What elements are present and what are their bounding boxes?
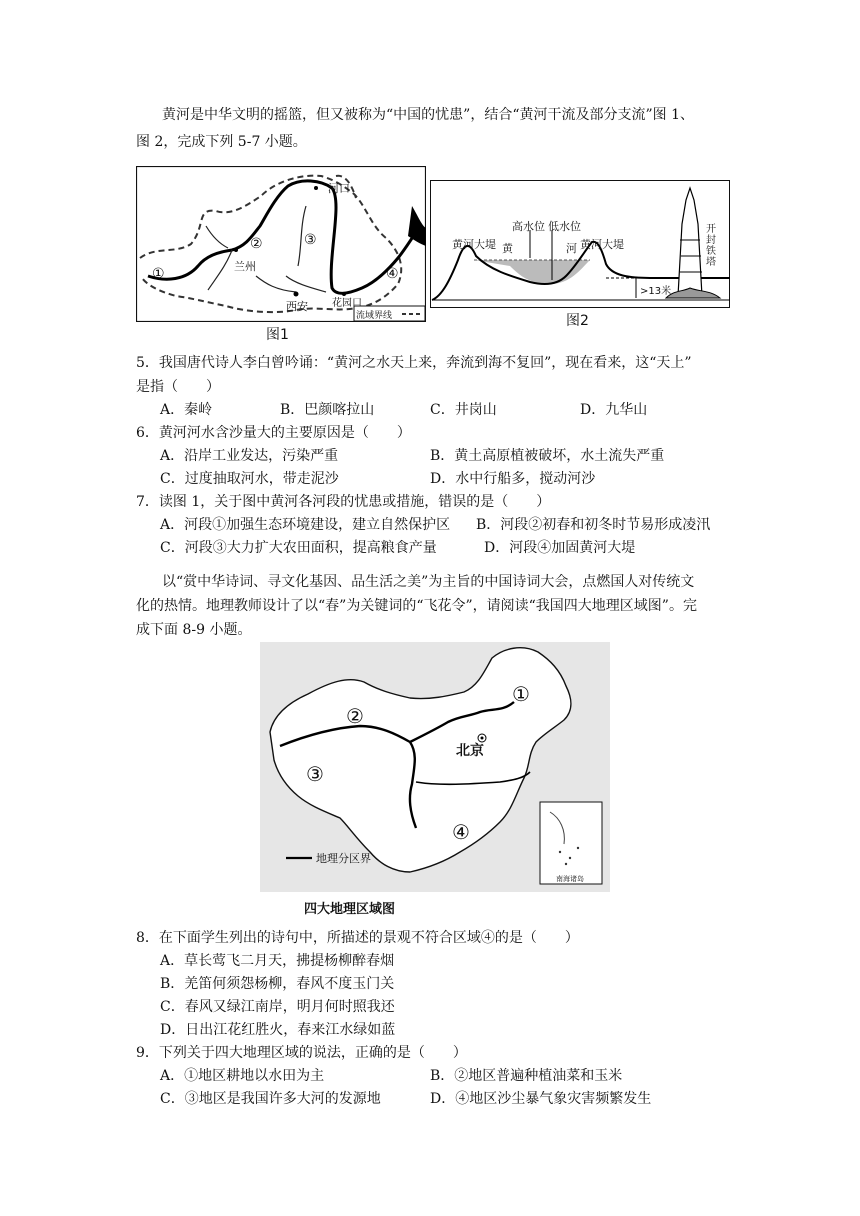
label-segment-3: ③ (304, 232, 317, 248)
q8-option-a: A．草长莺飞二月天，拂提杨柳醉春烟 (160, 953, 395, 969)
label-segment-1: ① (152, 266, 165, 282)
q7-option-d: D．河段④加固黄河大堤 (484, 540, 636, 556)
q7-stem: 7．读图 1，关于图中黄河各河段的忧患或措施，错误的是（ ） (136, 494, 551, 510)
legend-basin-boundary: 流域界线 (356, 311, 393, 321)
figure-1-caption: 图1 (266, 327, 289, 343)
q5-stem-line2: 是指（ ） (136, 379, 220, 395)
figure-3-caption: 四大地理区域图 (304, 902, 396, 917)
label-lanzhou: 兰州 (234, 260, 256, 273)
figure-2-caption: 图2 (566, 313, 589, 329)
label-he: 河 (566, 242, 577, 255)
figure-1-map (136, 166, 426, 322)
label-south-china-sea-inset: 南海诸岛 (556, 875, 584, 883)
q6-stem: 6．黄河河水含沙量大的主要原因是（ ） (136, 425, 411, 441)
label-region-3: ③ (306, 762, 324, 786)
label-beijing: 北京 (456, 743, 484, 759)
q6-option-b: B．黄土高原植被破坏，水土流失严重 (430, 448, 665, 464)
figure-3-china-regions-map (260, 642, 610, 892)
intro2-line1: 以“赏中华诗词、寻文化基因、品生活之美”为主旨的中国诗词大会，点燃国人对传统文 (162, 574, 695, 590)
q6-option-c: C．过度抽取河水，带走泥沙 (160, 471, 339, 487)
label-huayuankou: 花园口 (332, 298, 362, 309)
q6-option-d: D．水中行船多，搅动河沙 (430, 471, 596, 487)
q8-option-d: D．日出江花红胜火，春来江水绿如蓝 (160, 1022, 396, 1038)
label-hekou: 河口 (328, 182, 350, 195)
label-height: >13米 (640, 286, 672, 297)
label-kaifeng-tower: 开封铁塔 (706, 224, 716, 268)
q7-option-a: A．河段①加强生态环境建设，建立自然保护区 (160, 517, 451, 533)
intro2-line3: 成下面 8-9 小题。 (136, 622, 252, 638)
label-region-4: ④ (452, 820, 470, 844)
label-region-2: ② (346, 704, 364, 728)
intro1-line2: 图 2，完成下列 5-7 小题。 (136, 134, 307, 150)
label-high-water: 高水位 (512, 220, 545, 233)
label-huang: 黄 (502, 242, 513, 255)
q5-option-b: B．巴颜喀拉山 (280, 402, 375, 418)
q9-option-a: A．①地区耕地以水田为主 (160, 1068, 325, 1084)
q5-stem-line1: 5．我国唐代诗人李白曾吟诵：“黄河之水天上来，奔流到海不复回”，现在看来，这“天上” (136, 355, 692, 371)
label-segment-4: ④ (386, 266, 399, 282)
label-segment-2: ② (250, 236, 263, 252)
figure-2-cross-section (430, 180, 730, 308)
label-low-water: 低水位 (548, 220, 581, 233)
label-dike-left: 黄河大堤 (452, 238, 496, 251)
q9-option-b: B．②地区普遍种植油菜和玉米 (430, 1068, 623, 1084)
yellow-river-map-graphic (136, 166, 426, 322)
label-xian: 西安 (286, 300, 308, 313)
q9-option-c: C．③地区是我国许多大河的发源地 (160, 1091, 381, 1107)
intro2-line2: 化的热情。地理教师设计了以“春”为关键词的“飞花令”，请阅读“我国四大地理区域图”。完 (136, 598, 697, 614)
q9-option-d: D．④地区沙尘暴气象灾害频繁发生 (430, 1091, 652, 1107)
q7-option-c: C．河段③大力扩大农田面积，提高粮食产量 (160, 540, 437, 556)
q8-stem: 8．在下面学生列出的诗句中，所描述的景观不符合区域④的是（ ） (136, 930, 579, 946)
label-dike-right: 黄河大堤 (580, 238, 624, 251)
q9-stem: 9．下列关于四大地理区域的说法，正确的是（ ） (136, 1045, 467, 1061)
q8-option-c: C．春风又绿江南岸，明月何时照我还 (160, 999, 395, 1015)
q8-option-b: B．羌笛何须怨杨柳，春风不度玉门关 (160, 976, 395, 992)
q5-option-a: A．秦岭 (160, 402, 213, 418)
q7-option-b: B．河段②初春和初冬时节易形成凌汛 (476, 517, 711, 533)
q5-option-d: D．九华山 (580, 402, 648, 418)
q5-option-c: C．井岗山 (430, 402, 497, 418)
intro1-line1: 黄河是中华文明的摇篮，但又被称为“中国的忧患”，结合“黄河干流及部分支流”图 1、 (162, 107, 694, 123)
label-region-1: ① (512, 682, 530, 706)
legend-region-boundary: 地理分区界 (316, 852, 371, 865)
q6-option-a: A．沿岸工业发达，污染严重 (160, 448, 339, 464)
